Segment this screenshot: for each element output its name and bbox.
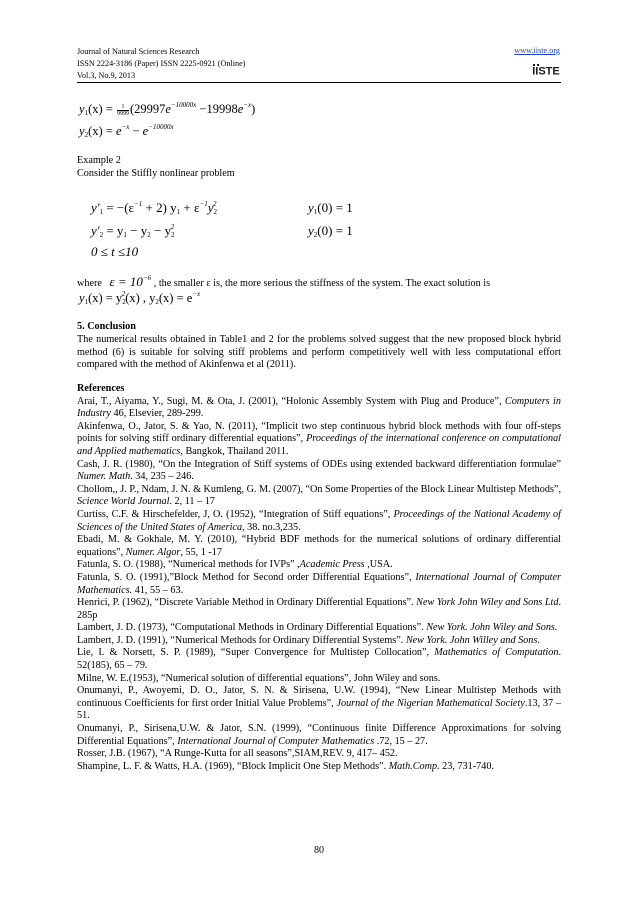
references-heading: References	[77, 383, 125, 394]
equation-y1: $y_1(x)$ = $\frac{1}{9999}$ $(29997e^{-10000x} -19998e^{-x})$	[79, 101, 256, 117]
page-number: 80	[314, 845, 324, 856]
conclusion-text: The numerical results obtained in Table1 and 2 for the problems solved suggest that the new proposed block hybrid method (6) is suitable for solving stiff problems and perform competitively well with less computational effort compared with the method of Akinfenwa et al (2011).	[77, 334, 561, 371]
reference-item: Arai, T., Aiyama, Y., Sugi, M. & Ota, J. (2001), “Holonic Assembly System with Plug and Produce”, Computers in Industry 46, Elsevier, 289-299.	[77, 395, 561, 420]
logo-text: IISTE	[532, 65, 560, 78]
reference-item: Cash, J. R. (1980), “On the Integration of Stiff systems of ODEs using extended backward differentiation formulae” Numer. Math. 34, 235 – 246.	[77, 458, 561, 483]
reference-item: Fatunla, S. O. (1991),”Block Method for Second order Differential Equations”, International Journal of Computer Mathematics. 41, 55 – 63.	[77, 571, 561, 596]
initial-condition-2: $y_2(0) = 1$	[308, 223, 353, 239]
journal-url-link[interactable]: www.iiste.org	[514, 46, 560, 55]
reference-item: Akinfenwa, O., Jator, S. & Yao, N. (2011), “Implicit two step continuous hybrid block methods with four off-steps points for solving stiff ordinary differential equations”, Proceedings of the international conference on computational and Applied mathematics, Bangkok, Thailand 2011.	[77, 420, 561, 457]
reference-item: Henrici, P. (1962), “Discrete Variable Method in Ordinary Differential Equations”. New York John Wiley and Sons Ltd. 285p	[77, 597, 561, 621]
reference-item: Onumanyi, P., Sirisena,U.W. & Jator, S.N. (1999), “Continuous finite Difference Approximations for solving Differential Equations”, International Journal of Computer Mathematics .72, 15 – 27.	[77, 723, 561, 747]
journal-volume: Vol.3, No.9, 2013	[77, 71, 136, 80]
reference-item: Onumanyi, P., Awoyemi, D. O., Jator, S. N. & Sirisena, U.W. (1994), “New Linear Multistep Methods with continuous Coefficients for first order Initial Value Problems”, Journal of the Nigerian Mathematical Society.13, 37 – 51.	[77, 685, 561, 722]
reference-item: Lambert, J. D. (1973), “Computational Methods in Ordinary Differential Equations”. New York. John Wiley and Sons.	[77, 622, 558, 634]
journal-name: Journal of Natural Sciences Research	[77, 47, 200, 56]
reference-item: Rosser, J.B. (1967), “A Runge-Kutta for all seasons”,SIAM,REV. 9, 417– 452.	[77, 748, 398, 760]
example-title: Example 2	[77, 155, 121, 166]
conclusion-heading: 5. Conclusion	[77, 321, 136, 332]
references-list	[77, 383, 561, 773]
reference-item: Curtiss, C.F. & Hirschefelder, J, O. (1952), “Integration of Stiff equations”, Proceedings of the National Academy of Sciences of the United States of America, 38. no.3,235.	[77, 508, 561, 533]
example-intro: Consider the Stiffly nonlinear problem	[77, 168, 235, 179]
reference-item: Shampine, L. F. & Watts, H.A. (1969), “Block Implicit One Step Methods”. Math.Comp. 23, 731-740.	[77, 760, 494, 772]
reference-item: Ebadi, M. & Gokhale, M. Y. (2010), “Hybrid BDF methods for the numerical solutions of ordinary differential equations”, Numer. Algor, 55, 1 -17	[77, 534, 561, 558]
initial-condition-1: $y_1(0) = 1$	[308, 200, 353, 216]
ode-equation-1: $y'_1 = -(\varepsilon^{-1} + 2) y_1 + \varepsilon^{-1}y_2^2$	[91, 200, 217, 216]
exact-solution: $y_1(x) = y_2^2(x)$ , $y_2(x) = e^{-x}$	[79, 290, 201, 306]
header-rule	[77, 82, 561, 83]
where-line: where $\varepsilon = 10^{-6}$ , the smaller ε is, the more serious the stiffness of the system. The exact solution is	[77, 274, 491, 289]
fraction-1-9999: $\frac{1}{9999}$	[116, 103, 129, 117]
time-domain: 0 ≤ t ≤10	[91, 244, 139, 259]
reference-item: Milne, W. E.(1953), “Numerical solution of differential equations”, John Wiley and sons.	[77, 672, 441, 684]
reference-item: Lambert, J. D. (1991), “Numerical Methods for Ordinary Differential Systems”. New York. John Willey and Sons.	[77, 634, 540, 646]
iiste-logo-icon	[531, 62, 561, 78]
journal-issn: ISSN 2224-3186 (Paper) ISSN 2225-0921 (Online)	[77, 59, 246, 68]
reference-item: Lie, I. & Norsett, S. P. (1989), “Super Convergence for Multistep Collocation”, Mathematics of Computation. 52(185), 65 – 79.	[77, 647, 561, 672]
reference-item: Fatunla, S. O. (1988), “Numerical methods for IVPs” ,Academic Press ,USA.	[77, 559, 393, 571]
reference-item: Chollom,, J. P., Ndam, J. N. & Kumleng, G. M. (2007), “On Some Properties of the Block Linear Multistep Methods”, Science World Journal. 2, 11 – 17	[77, 483, 561, 508]
equation-y2: $y_2(x) = e^{-x} - e^{-10000x}$	[79, 123, 174, 139]
ode-equation-2: $y'_2 = y_1 - y_2 - y_2^2$	[91, 223, 175, 239]
